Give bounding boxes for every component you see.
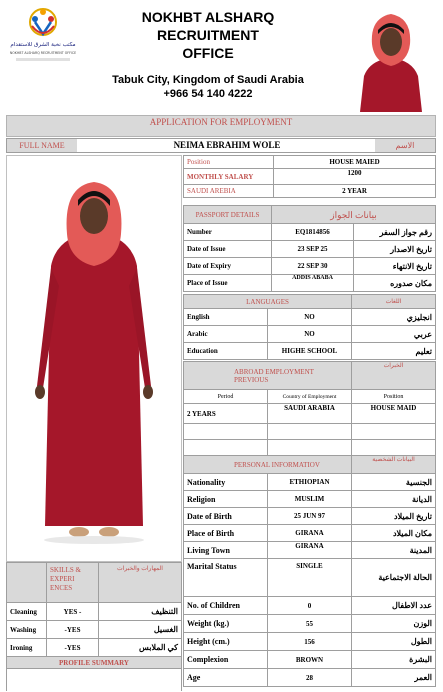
contract-duration-value: 2 YEAR: [274, 185, 436, 198]
age-label-ar: العمر: [352, 669, 436, 687]
personal-row: [184, 542, 436, 559]
washing-label: Washing: [7, 621, 47, 639]
passport-number-value: EQ1814856: [272, 224, 354, 241]
ironing-label: Ironing: [7, 639, 47, 657]
abroad-row: [184, 404, 436, 424]
marital-status-label-ar: الحالة الاجتماعية: [352, 559, 436, 597]
abroad-head-en: ABROAD EMPLOYMENT PREVIOUS: [184, 362, 352, 390]
children-label: No. of Children: [184, 597, 268, 615]
passport-row: [184, 241, 436, 258]
height-label: Height (cm.): [184, 633, 268, 651]
weight-label: Weight (kg.): [184, 615, 268, 633]
personal-row: [184, 651, 436, 669]
ironing-value: -YES: [47, 639, 99, 657]
nationality-label: Nationality: [184, 474, 268, 491]
contract-country-label: SAUDI AREBIA: [184, 185, 274, 198]
full-name-label: FULL NAME: [7, 139, 77, 152]
col-position: Position: [352, 390, 436, 404]
personal-row: [184, 491, 436, 508]
application-title: APPLICATION FOR EMPLOYMENT: [6, 115, 436, 137]
passport-number-label: Number: [184, 224, 272, 241]
education-label-ar: تعليم: [352, 343, 436, 360]
age-value: 28: [268, 669, 352, 687]
nationality-label-ar: الجنسية: [352, 474, 436, 491]
office-location: Tabuk City, Kingdom of Saudi Arabia: [112, 74, 304, 86]
complexion-label-ar: البشرة: [352, 651, 436, 669]
full-body-photo-frame: [6, 155, 182, 562]
col-country: Country of Employment: [268, 390, 352, 404]
logo-caption: NOKHBT ALSHARQ RECRUITMENT OFFICE: [9, 51, 77, 55]
birth-date-value: 25 JUN 97: [268, 508, 352, 525]
salary-label: MONTHLY SALARY: [184, 169, 274, 185]
languages-head-en: LANGUAGES: [184, 295, 352, 309]
abroad-position-value: HOUSE MAID: [352, 404, 436, 424]
personal-head-ar: البيانات الشخصية: [352, 456, 436, 474]
portrait-photo: [350, 4, 432, 112]
english-label: English: [184, 309, 268, 326]
birth-date-label: Date of Birth: [184, 508, 268, 525]
language-row: [184, 309, 436, 326]
passport-head-en: PASSPORT DETAILS: [184, 206, 272, 224]
personal-row: [184, 474, 436, 491]
issue-date-label-ar: تاريخ الاصدار: [354, 241, 436, 258]
personal-info-table: [183, 455, 436, 687]
expiry-date-label: Date of Expiry: [184, 258, 272, 275]
title-line-2: RECRUITMENT: [157, 27, 259, 43]
birth-date-label-ar: تاريخ الميلاد: [352, 508, 436, 525]
languages-head-ar: اللغات: [352, 295, 436, 309]
weight-value: 55: [268, 615, 352, 633]
personal-row: [184, 597, 436, 615]
skill-row: [7, 603, 182, 621]
religion-label: Religion: [184, 491, 268, 508]
full-name-value: NEIMA EBRAHIM WOLE: [173, 140, 281, 150]
position-table: [183, 155, 436, 198]
abroad-head-ar: الخبرات: [352, 362, 436, 390]
issue-place-value: ADDIS ABABA: [272, 275, 354, 292]
skills-table: [6, 562, 182, 691]
profile-summary-head: PROFILE SUMMARY: [7, 657, 182, 669]
marital-status-label: Marital Status: [184, 559, 268, 597]
passport-row: [184, 258, 436, 275]
passport-table: [183, 205, 436, 292]
office-contact: [70, 73, 346, 101]
title-line-1: NOKHBT ALSHARQ: [141, 9, 275, 25]
office-logo: [6, 4, 80, 68]
religion-label-ar: الديانة: [352, 491, 436, 508]
personal-row: [184, 559, 436, 597]
personal-row: [184, 669, 436, 687]
issue-place-label: Place of Issue: [184, 275, 272, 292]
english-label-ar: انجليزي: [352, 309, 436, 326]
full-name-row: [6, 138, 436, 153]
languages-table: [183, 294, 436, 360]
col-period: Period: [184, 390, 268, 404]
issue-place-label-ar: مكان صدوره: [354, 275, 436, 292]
passport-row: [184, 275, 436, 292]
title-line-3: OFFICE: [182, 45, 234, 61]
washing-value: -YES: [47, 621, 99, 639]
salary-value: 1200: [274, 169, 436, 185]
cleaning-label: Cleaning: [7, 603, 47, 621]
expiry-date-label-ar: تاريخ الانتهاء: [354, 258, 436, 275]
living-town-label: Living Town: [184, 542, 268, 559]
education-value: HIGHE SCHOOL: [268, 343, 352, 360]
personal-head-en: PERSONAL INFORMATIOV: [184, 456, 352, 474]
ironing-label-ar: كي الملابس: [99, 639, 182, 657]
living-town-value: GIRANA: [268, 542, 352, 559]
english-value: NO: [268, 309, 352, 326]
passport-head-ar: بيانات الجواز: [272, 206, 436, 224]
position-value: HOUSE MAIED: [274, 156, 436, 169]
marital-status-value: SINGLE: [268, 559, 352, 597]
cleaning-value: YES -: [47, 603, 99, 621]
living-town-label-ar: المدينة: [352, 542, 436, 559]
education-label: Education: [184, 343, 268, 360]
language-row: [184, 326, 436, 343]
office-phone: +966 54 140 4222: [163, 88, 253, 100]
birth-place-value: GIRANA: [268, 525, 352, 542]
passport-row: [184, 224, 436, 241]
arabic-label-ar: عربي: [352, 326, 436, 343]
office-title: [84, 8, 332, 62]
birth-place-label: Place of Birth: [184, 525, 268, 542]
age-label: Age: [184, 669, 268, 687]
abroad-period-value: 2 YEARS: [184, 404, 268, 424]
complexion-value: BROWN: [268, 651, 352, 669]
logo-arabic-text: مكتب نخبة الشرق للاستقدام: [10, 42, 76, 48]
personal-row: [184, 508, 436, 525]
personal-row: [184, 525, 436, 542]
skill-row: [7, 639, 182, 657]
full-name-label-ar: الاسم: [375, 139, 435, 152]
children-value: 0: [268, 597, 352, 615]
washing-label-ar: الغسيل: [99, 621, 182, 639]
weight-label-ar: الوزن: [352, 615, 436, 633]
personal-row: [184, 615, 436, 633]
children-label-ar: عدد الاطفال: [352, 597, 436, 615]
abroad-employment-table: [183, 361, 436, 456]
birth-place-label-ar: مكان الميلاد: [352, 525, 436, 542]
height-label-ar: الطول: [352, 633, 436, 651]
skills-head-ar: المهارات والخبرات: [99, 563, 182, 603]
complexion-label: Complexion: [184, 651, 268, 669]
skills-head-en: SKILLS & EXPERI ENCES: [47, 563, 99, 603]
religion-value: MUSLIM: [268, 491, 352, 508]
height-value: 156: [268, 633, 352, 651]
abroad-country-value: SAUDI ARABIA: [268, 404, 352, 424]
position-label: Position: [184, 156, 274, 169]
arabic-label: Arabic: [184, 326, 268, 343]
skill-row: [7, 621, 182, 639]
issue-date-value: 23 SEP 25: [272, 241, 354, 258]
personal-row: [184, 633, 436, 651]
expiry-date-value: 22 SEP 30: [272, 258, 354, 275]
cleaning-label-ar: التنظيف: [99, 603, 182, 621]
issue-date-label: Date of Issue: [184, 241, 272, 258]
arabic-value: NO: [268, 326, 352, 343]
nationality-value: ETHIOPIAN: [268, 474, 352, 491]
language-row: [184, 343, 436, 360]
full-body-photo: [7, 156, 181, 561]
passport-number-label-ar: رقم جواز السفر: [354, 224, 436, 241]
